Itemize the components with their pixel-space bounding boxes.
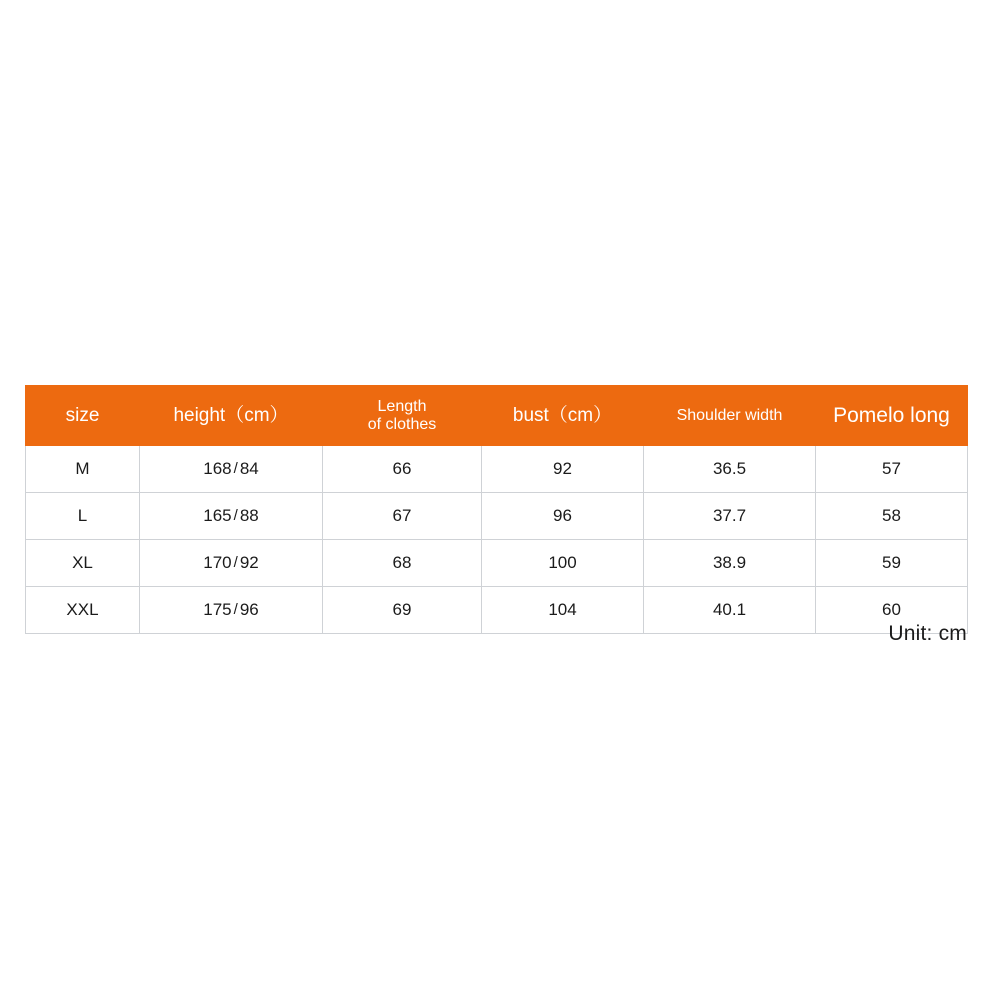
cell-height: [140, 587, 323, 634]
table-row: [26, 540, 968, 587]
cell-size: XXL: [26, 587, 140, 634]
table-row: [26, 587, 968, 634]
table-body: [26, 446, 968, 634]
cell-bust: 100: [482, 540, 644, 587]
column-header-height: height（cm）: [140, 386, 323, 446]
cell-pomelo-long: 60: [816, 587, 968, 634]
table-row: [26, 446, 968, 493]
cell-length-of-clothes: 66: [323, 446, 482, 493]
cell-pomelo-long: 58: [816, 493, 968, 540]
cell-shoulder-width: 37.7: [644, 493, 816, 540]
column-header-pomelo-long: Pomelo long: [816, 386, 968, 446]
cell-size: XL: [26, 540, 140, 587]
cell-height-value: [203, 553, 258, 572]
cell-height-value: [203, 459, 258, 478]
cell-length-of-clothes: 67: [323, 493, 482, 540]
cell-length-of-clothes: 68: [323, 540, 482, 587]
table-row: [26, 493, 968, 540]
cell-height-a: 165: [203, 506, 232, 525]
column-header-size: size: [26, 386, 140, 446]
cell-height-b: 88: [239, 506, 259, 525]
cell-shoulder-width: 36.5: [644, 446, 816, 493]
cell-pomelo-long: 59: [816, 540, 968, 587]
table-header: [26, 386, 968, 446]
column-header-length-line1: Length: [377, 397, 427, 415]
cell-height-a: 175: [203, 600, 232, 619]
cell-length-of-clothes: 69: [323, 587, 482, 634]
cell-bust: 92: [482, 446, 644, 493]
unit-note: Unit: cm: [888, 622, 967, 645]
column-header-length-of-clothes: [323, 386, 482, 446]
cell-pomelo-long: 57: [816, 446, 968, 493]
cell-height-a: 168: [203, 459, 232, 478]
column-header-bust: bust（cm）: [482, 386, 644, 446]
cell-bust: 96: [482, 493, 644, 540]
cell-shoulder-width: 40.1: [644, 587, 816, 634]
cell-bust: 104: [482, 587, 644, 634]
table-header-row: [26, 386, 968, 446]
size-chart-table: [25, 385, 968, 634]
cell-shoulder-width: 38.9: [644, 540, 816, 587]
cell-height: [140, 446, 323, 493]
column-header-shoulder-width: Shoulder width: [644, 386, 816, 446]
cell-height-b: 92: [239, 553, 259, 572]
cell-height: [140, 540, 323, 587]
column-header-length-line2: of clothes: [367, 415, 437, 433]
slash-separator: /: [233, 507, 238, 524]
cell-size: M: [26, 446, 140, 493]
cell-height-a: 170: [203, 553, 232, 572]
cell-height-value: [203, 600, 258, 619]
cell-size: L: [26, 493, 140, 540]
cell-height-value: [203, 506, 258, 525]
slash-separator: /: [233, 460, 238, 477]
cell-height-b: 96: [239, 600, 259, 619]
size-chart-container: [25, 385, 967, 634]
cell-height: [140, 493, 323, 540]
slash-separator: /: [233, 554, 238, 571]
slash-separator: /: [233, 601, 238, 618]
cell-height-b: 84: [239, 459, 259, 478]
